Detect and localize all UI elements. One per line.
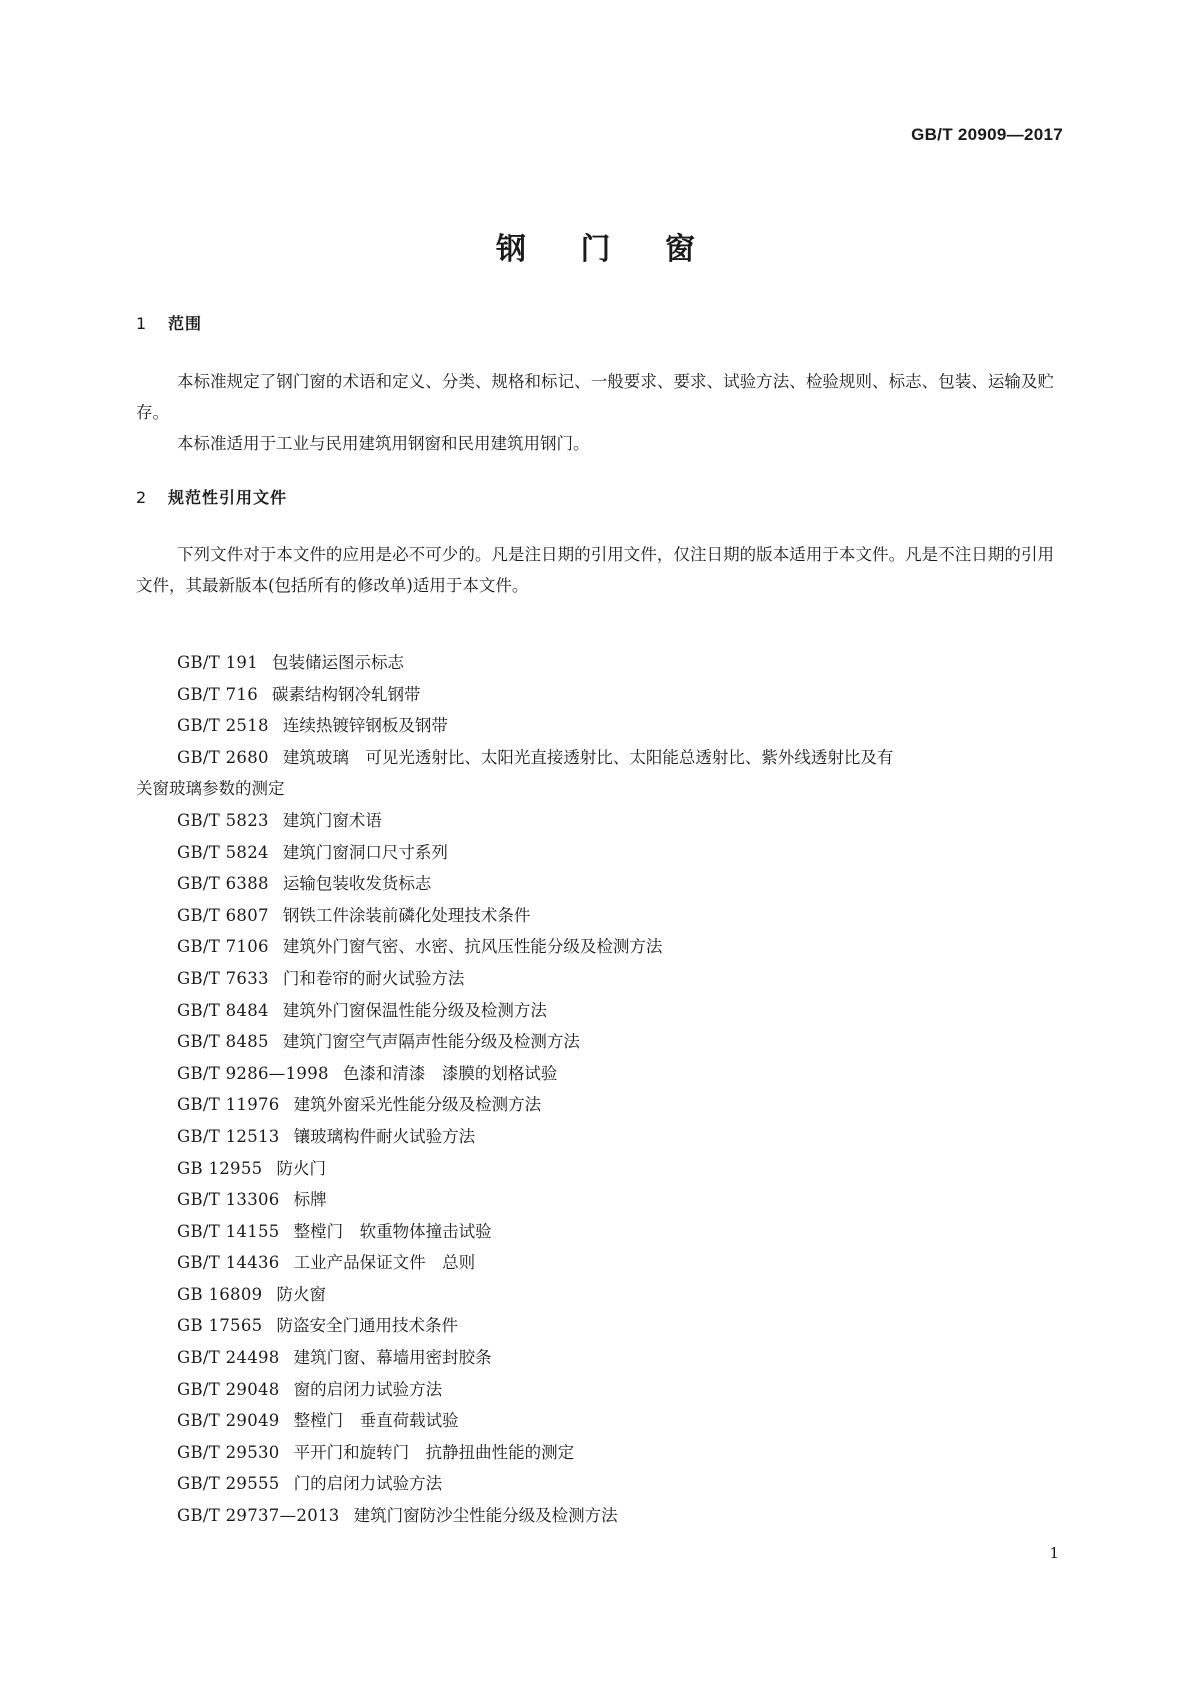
reference-title: 建筑门窗洞口尺寸系列 [282, 842, 448, 862]
reference-item [177, 1058, 893, 1090]
scope-paragraph-2: 本标准适用于工业与民用建筑用钢窗和民用建筑用钢门。 [177, 434, 590, 453]
reference-code: GB/T 14436 [177, 1253, 280, 1273]
section-title: 范围 [168, 314, 203, 333]
reference-code: GB/T 29049 [177, 1411, 280, 1431]
reference-item [177, 1374, 893, 1406]
reference-title: 建筑门窗防沙尘性能分级及检测方法 [353, 1506, 618, 1526]
reference-item [177, 1089, 893, 1121]
reference-title: 建筑外窗采光性能分级及检测方法 [293, 1095, 542, 1115]
reference-item [177, 900, 893, 932]
reference-title: 建筑玻璃 可见光透射比、太阳光直接透射比、太阳能总透射比、紫外线透射比及有 [282, 747, 894, 767]
reference-code: GB/T 8485 [177, 1032, 269, 1052]
reference-title: 标牌 [293, 1190, 327, 1210]
reference-item [177, 1500, 893, 1532]
reference-code: GB/T 716 [177, 684, 259, 704]
normative-intro-paragraph: 下列文件对于本文件的应用是必不可少的。凡是注日期的引用文件，仅注日期的版本适用于本文件。凡是不注日期的引用文件，其最新版本(包括所有的修改单)适用于本文件。 [136, 545, 1054, 595]
reference-code: GB/T 8484 [177, 1000, 269, 1020]
reference-code: GB/T 11976 [177, 1095, 280, 1115]
reference-title: 碳素结构钢冷轧钢带 [272, 684, 421, 704]
section-1-heading [136, 311, 202, 334]
reference-item [177, 1153, 893, 1185]
reference-title: 防盗安全门通用技术条件 [276, 1316, 458, 1336]
reference-title: 门的启闭力试验方法 [293, 1474, 443, 1494]
reference-title: 运输包装收发货标志 [282, 874, 432, 894]
page-number: 1 [1049, 1544, 1059, 1562]
reference-item [177, 868, 893, 900]
section-number: 2 [136, 488, 148, 507]
reference-title: 建筑门窗、幕墙用密封胶条 [293, 1348, 492, 1368]
reference-title: 门和卷帘的耐火试验方法 [282, 968, 465, 988]
reference-title: 连续热镀锌钢板及钢带 [282, 716, 448, 736]
reference-title: 建筑门窗空气声隔声性能分级及检测方法 [282, 1032, 580, 1052]
reference-item [177, 1310, 893, 1342]
reference-item [177, 742, 893, 774]
reference-code: GB/T 5824 [177, 842, 269, 862]
reference-code: GB/T 5823 [177, 810, 269, 830]
reference-code: GB/T 6388 [177, 874, 269, 894]
reference-title: 工业产品保证文件 总则 [293, 1253, 476, 1273]
reference-code: GB/T 13306 [177, 1190, 280, 1210]
reference-title: 平开门和旋转门 抗静扭曲性能的测定 [293, 1442, 575, 1462]
section-1-body [136, 366, 1054, 459]
reference-item [177, 931, 893, 963]
reference-code: GB/T 29737—2013 [177, 1506, 340, 1526]
reference-code: GB 12955 [177, 1158, 263, 1178]
reference-code: GB 16809 [177, 1284, 263, 1304]
reference-item [177, 1437, 893, 1469]
reference-item [177, 647, 893, 679]
reference-item [177, 1216, 893, 1248]
reference-item [177, 679, 893, 711]
reference-code: GB/T 6807 [177, 905, 269, 925]
reference-code: GB/T 7633 [177, 968, 269, 988]
reference-item [177, 710, 893, 742]
reference-code: GB/T 2680 [177, 747, 269, 767]
reference-item [177, 1184, 893, 1216]
reference-item [177, 963, 893, 995]
reference-title: 整樘门 垂直荷载试验 [293, 1411, 459, 1431]
reference-item [177, 1468, 893, 1500]
reference-item [177, 1247, 893, 1279]
document-title [0, 224, 1191, 268]
reference-title: 钢铁工件涂装前磷化处理技术条件 [282, 905, 531, 925]
reference-item [177, 1026, 893, 1058]
reference-title: 防火窗 [276, 1284, 326, 1304]
reference-code: GB/T 2518 [177, 716, 269, 736]
section-title: 规范性引用文件 [168, 488, 288, 507]
title-char: 窗 [664, 232, 695, 267]
reference-list [136, 647, 894, 1532]
reference-code: GB/T 29530 [177, 1442, 280, 1462]
reference-title: 包装储运图示标志 [272, 653, 405, 672]
reference-code: GB/T 14155 [177, 1221, 280, 1241]
reference-code: GB/T 7106 [177, 937, 269, 957]
reference-code: GB/T 12513 [177, 1126, 280, 1146]
title-char: 钢 [496, 232, 527, 267]
reference-item [177, 805, 893, 837]
reference-code: GB/T 191 [177, 653, 259, 672]
reference-item [177, 1405, 893, 1437]
reference-item [177, 995, 893, 1027]
reference-title: 建筑外门窗气密、水密、抗风压性能分级及检测方法 [282, 937, 663, 957]
reference-title: 镶玻璃构件耐火试验方法 [293, 1126, 476, 1146]
section-number: 1 [136, 314, 148, 333]
reference-title: 窗的启闭力试验方法 [293, 1379, 443, 1399]
reference-code: GB 17565 [177, 1316, 263, 1336]
reference-code: GB/T 29048 [177, 1379, 280, 1399]
reference-title: 整樘门 软重物体撞击试验 [293, 1221, 492, 1241]
reference-code: GB/T 9286—1998 [177, 1063, 329, 1083]
title-char: 门 [580, 232, 611, 267]
reference-title: 建筑门窗术语 [282, 810, 382, 830]
reference-code: GB/T 29555 [177, 1474, 280, 1494]
reference-title-continuation: 关窗玻璃参数的测定 [136, 779, 285, 799]
scope-paragraph-1: 本标准规定了钢门窗的术语和定义、分类、规格和标记、一般要求、要求、试验方法、检验规则、标志、包装、运输及贮存。 [136, 372, 1054, 422]
reference-title: 建筑外门窗保温性能分级及检测方法 [282, 1000, 547, 1020]
reference-code: GB/T 24498 [177, 1348, 280, 1368]
section-2-heading [136, 485, 287, 508]
reference-item [177, 1342, 893, 1374]
reference-title: 色漆和清漆 漆膜的划格试验 [342, 1063, 558, 1083]
reference-title: 防火门 [276, 1158, 326, 1178]
reference-item [177, 837, 893, 869]
section-2-intro [136, 539, 1054, 601]
reference-item [177, 1279, 893, 1311]
standard-code: GB/T 20909—2017 [911, 125, 1063, 144]
reference-item [177, 1121, 893, 1153]
